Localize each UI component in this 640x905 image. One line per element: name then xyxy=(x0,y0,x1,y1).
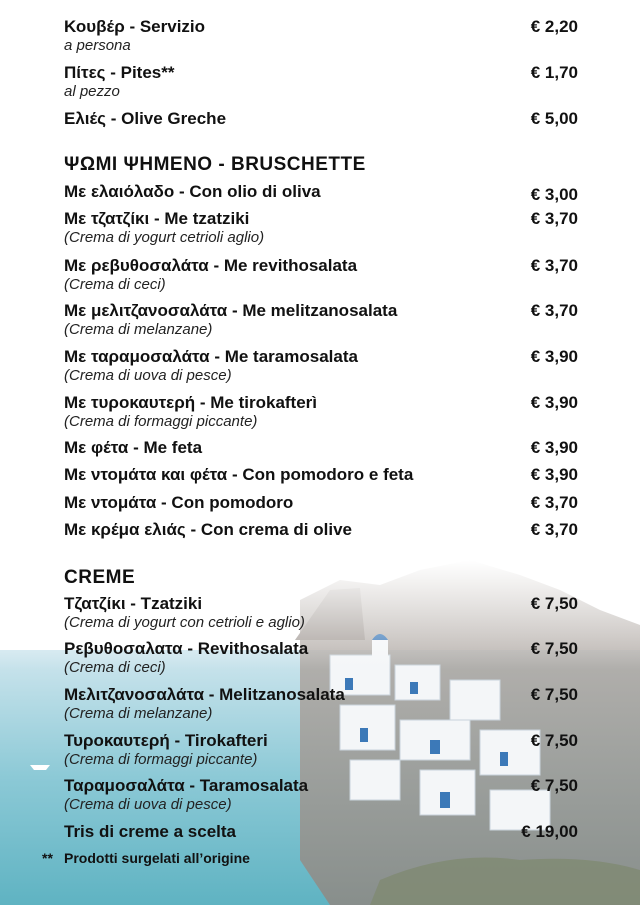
item-name: Με ντομάτα - Con pomodoro xyxy=(64,493,294,512)
item-price: € 3,90 xyxy=(530,347,578,366)
menu-item xyxy=(64,301,580,338)
item-name: Με φέτα - Me feta xyxy=(64,438,203,457)
item-name: Τζατζίκι - Tzatziki xyxy=(64,594,203,613)
menu-item xyxy=(64,393,580,430)
menu-item xyxy=(64,182,580,202)
item-price: € 3,90 xyxy=(530,438,578,457)
item-note: al pezzo xyxy=(64,83,120,100)
menu-item xyxy=(64,256,580,293)
item-name: Κουβέρ - Servizio xyxy=(64,17,206,36)
menu-item xyxy=(64,594,580,631)
item-name: Με κρέμα ελιάς - Con crema di olive xyxy=(64,520,352,539)
item-name: Με ρεβυθοσαλάτα - Me revithosalata xyxy=(64,256,358,275)
item-note: (Crema di formaggi piccante) xyxy=(64,413,258,430)
menu-item xyxy=(64,776,580,813)
item-name: Με τυροκαυτερή - Me tirokafterì xyxy=(64,393,318,412)
menu-item-olive xyxy=(64,109,580,129)
item-price: € 3,00 xyxy=(530,185,578,204)
item-name: Μελιτζανοσαλάτα - Melitzanosalata xyxy=(64,685,345,704)
item-note: (Crema di yogurt cetrioli aglio) xyxy=(64,229,265,246)
item-price: € 1,70 xyxy=(530,63,578,82)
item-note: (Crema di ceci) xyxy=(64,659,166,676)
item-note: (Crema di melanzane) xyxy=(64,321,213,338)
item-name: Με ελαιόλαδο - Con olio di oliva xyxy=(64,182,321,201)
item-name: Πίτες - Pites** xyxy=(64,63,175,82)
menu-item xyxy=(64,639,580,676)
item-price: € 3,90 xyxy=(530,393,578,412)
menu-item-coperto xyxy=(64,17,580,54)
item-price: € 7,50 xyxy=(530,685,578,704)
item-name: Ταραμοσαλάτα - Taramosalata xyxy=(64,776,309,795)
footnote-marker: ** xyxy=(42,850,53,866)
item-price: € 7,50 xyxy=(530,731,578,750)
menu-item xyxy=(64,520,580,540)
menu-item xyxy=(64,465,580,485)
item-note: (Crema di melanzane) xyxy=(64,705,213,722)
item-price: € 3,70 xyxy=(530,493,578,512)
item-name: Με ταραμοσαλάτα - Me taramosalata xyxy=(64,347,358,366)
item-price: € 3,70 xyxy=(530,520,578,539)
menu-item-pites xyxy=(64,63,580,100)
item-price: € 7,50 xyxy=(530,594,578,613)
section-title-bruschette: ΨΩΜΙ ΨΗΜΕΝΟ - BRUSCHETTE xyxy=(64,154,366,175)
item-note: (Crema di formaggi piccante) xyxy=(64,751,258,768)
section-title-creme: CREME xyxy=(64,567,136,588)
menu-item xyxy=(64,685,580,722)
menu-item xyxy=(64,209,580,246)
item-note: a persona xyxy=(64,37,131,54)
footnote-text: Prodotti surgelati all’origine xyxy=(64,850,250,866)
item-note: (Crema di ceci) xyxy=(64,276,166,293)
item-price: € 3,70 xyxy=(530,301,578,320)
item-price: € 2,20 xyxy=(530,17,578,36)
item-note: (Crema di uova di pesce) xyxy=(64,796,232,813)
item-note: (Crema di yogurt con cetrioli e aglio) xyxy=(64,614,305,631)
menu-item-tris xyxy=(64,822,580,842)
item-note: (Crema di uova di pesce) xyxy=(64,367,232,384)
menu-item xyxy=(64,493,580,513)
item-price: € 3,70 xyxy=(530,256,578,275)
footnote xyxy=(42,850,250,866)
item-name: Με μελιτζανοσαλάτα - Me melitzanosalata xyxy=(64,301,398,320)
item-name: Tris di creme a scelta xyxy=(64,822,236,841)
item-price: € 5,00 xyxy=(530,109,578,128)
item-name: Ελιές - Olive Greche xyxy=(64,109,227,128)
item-name: Με ντομάτα και φέτα - Con pomodoro e feta xyxy=(64,465,414,484)
menu-item xyxy=(64,347,580,384)
item-name: Με τζατζίκι - Me tzatziki xyxy=(64,209,250,228)
item-price: € 7,50 xyxy=(530,776,578,795)
menu-item xyxy=(64,731,580,768)
item-price: € 3,90 xyxy=(530,465,578,484)
item-price: € 3,70 xyxy=(530,209,578,228)
item-price: € 19,00 xyxy=(521,822,578,841)
item-name: Τυροκαυτερή - Tirokafteri xyxy=(64,731,268,750)
item-price: € 7,50 xyxy=(530,639,578,658)
menu-item xyxy=(64,438,580,458)
item-name: Ρεβυθοσαλατα - Revithosalata xyxy=(64,639,309,658)
